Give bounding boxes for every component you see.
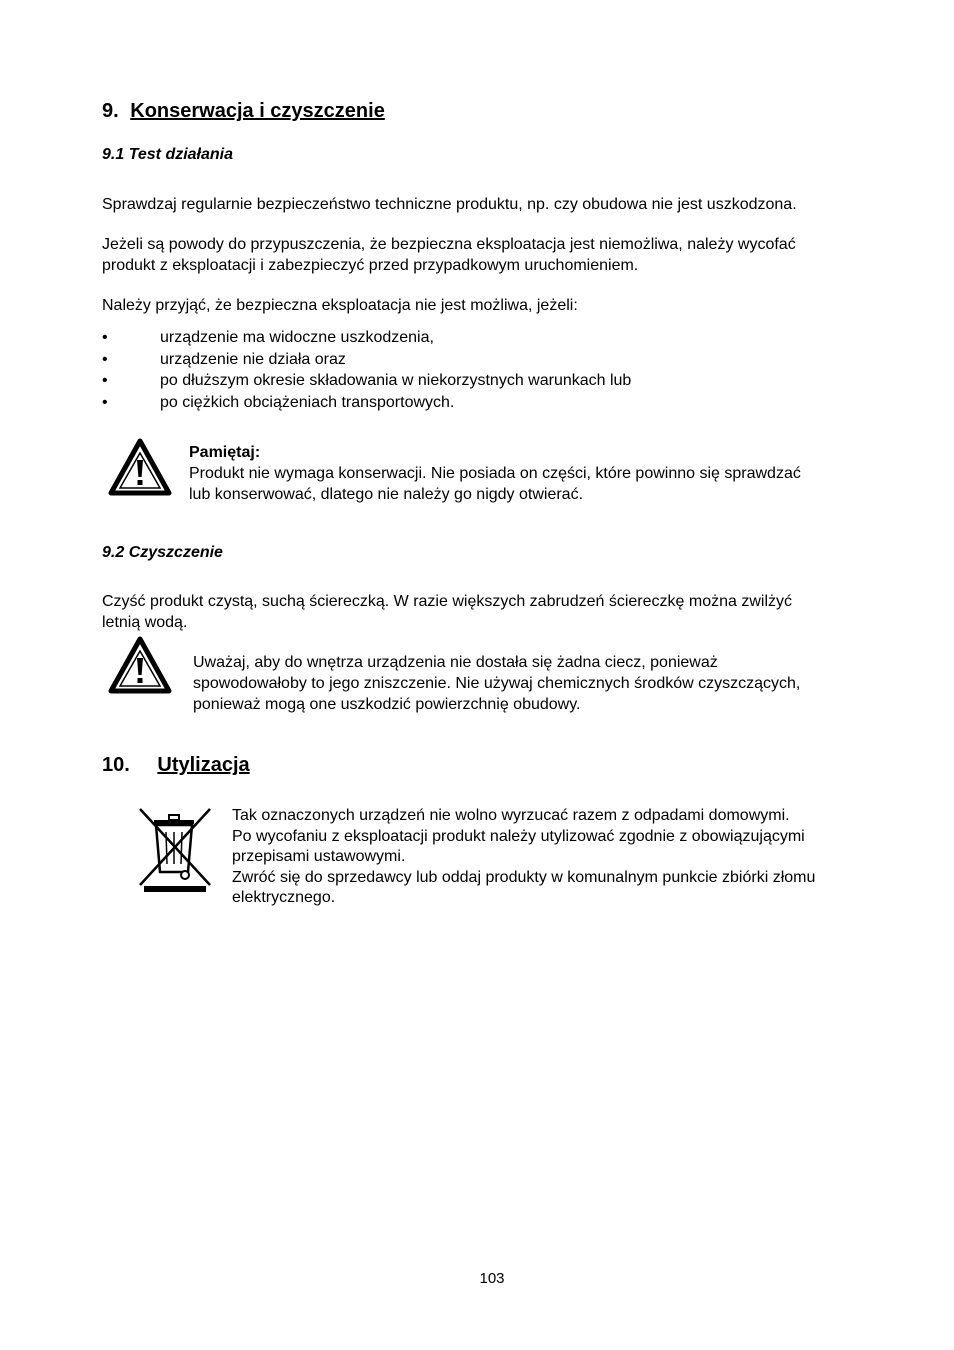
disposal-line: Zwróć się do sprzedawcy lub oddaj produkty w komunalnym punkcie zbiórki złomu	[232, 868, 816, 886]
disposal-line: elektrycznego.	[232, 889, 336, 906]
note-line: lub konserwować, dlatego nie należy go nigdy otwierać.	[189, 486, 584, 503]
paragraph-line: Jeżeli są powody do przypuszczenia, że bezpieczna eksploatacja jest niemożliwa, należy wycofać	[102, 236, 796, 253]
warning-line: spowodowałoby to jego zniszczenie. Nie używaj chemicznych środków czyszczących,	[193, 675, 801, 692]
section-10-heading	[102, 754, 250, 777]
paragraph-conditions-intro: Należy przyjąć, że bezpieczna eksploatacja nie jest możliwa, jeżeli:	[102, 297, 578, 314]
disposal-line: Po wycofaniu z eksploatacji produkt należy utylizować zgodnie z obowiązującymi	[232, 827, 805, 845]
list-item: • po dłuższym okresie składowania w niekorzystnych warunkach lub	[102, 370, 631, 392]
list-item: • po ciężkich obciążeniach transportowych.	[102, 392, 631, 414]
disposal-line: przepisami ustawowymi.	[232, 848, 406, 865]
list-item: • urządzenie ma widoczne uszkodzenia,	[102, 327, 631, 349]
paragraph-cleaning	[102, 591, 792, 633]
paragraph-withdraw	[102, 234, 796, 276]
maintenance-note	[189, 442, 801, 505]
page-number: 103	[479, 1270, 505, 1287]
conditions-list	[102, 327, 631, 413]
subsection-9-1-title: 9.1 Test działania	[102, 146, 234, 163]
section-9-title: Konserwacja i czyszczenie	[130, 100, 385, 122]
disposal-line: Tak oznaczonych urządzeń nie wolno wyrzucać razem z odpadami domowymi.	[232, 807, 790, 824]
paragraph-safety-check: Sprawdzaj regularnie bezpieczeństwo techniczne produktu, np. czy obudowa nie jest uszkodzona.	[102, 196, 797, 213]
list-item: • urządzenie nie działa oraz	[102, 349, 631, 371]
section-10-title: Utylizacja	[157, 754, 250, 776]
paragraph-line: letnią wodą.	[102, 614, 188, 631]
disposal-text	[232, 806, 815, 909]
paragraph-line: Czyść produkt czystą, suchą ściereczką. W razie większych zabrudzeń ściereczkę można zwilżyć	[102, 593, 792, 610]
paragraph-line: produkt z eksploatacji i zabezpieczyć przed przypadkowym uruchomieniem.	[102, 257, 639, 274]
section-9-heading	[102, 100, 385, 123]
note-title: Pamiętaj:	[189, 444, 261, 461]
note-line: Produkt nie wymaga konserwacji. Nie posiada on części, które powinno się sprawdzać	[189, 465, 801, 482]
warning-line: ponieważ mogą one uszkodzić powierzchnię obudowy.	[193, 696, 581, 713]
warning-line: Uważaj, aby do wnętrza urządzenia nie dostała się żadna ciecz, ponieważ	[193, 654, 718, 671]
crossed-out-wheelie-bin-icon	[136, 806, 214, 896]
section-9-number: 9.	[102, 100, 119, 122]
liquid-warning	[193, 652, 800, 715]
subsection-9-2-title: 9.2 Czyszczenie	[102, 544, 223, 561]
warning-triangle-icon	[108, 438, 172, 496]
section-10-number: 10.	[102, 754, 130, 776]
warning-triangle-icon	[108, 636, 172, 694]
